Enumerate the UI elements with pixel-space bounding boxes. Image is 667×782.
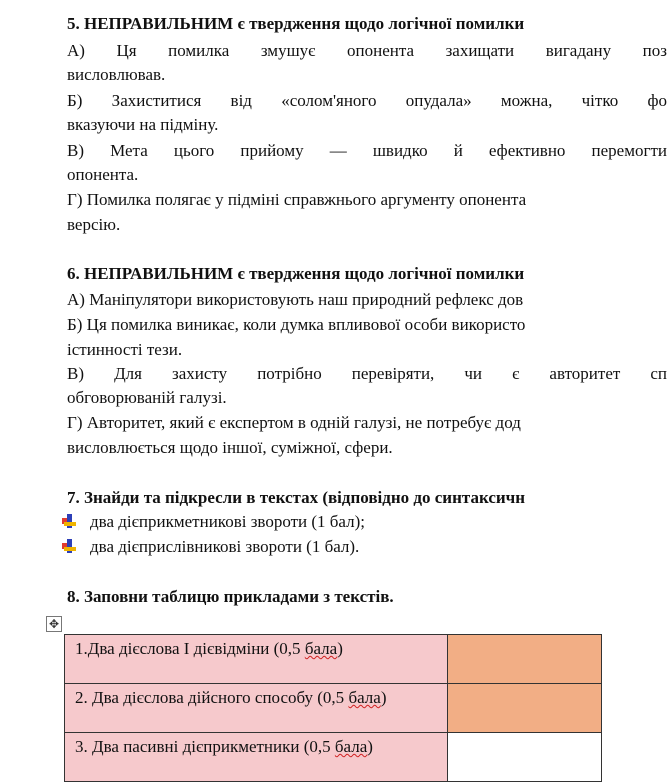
table-cell-answer[interactable]	[447, 733, 601, 782]
table-cell-answer[interactable]	[447, 635, 601, 684]
table-cell-task[interactable]	[65, 635, 448, 684]
task-text: 3. Два пасивні дієприкметники (0,5	[75, 737, 335, 756]
q5-option-b-line-1: Б) Захиститися від «солом'яного опудала» можна, чітко фо	[67, 91, 667, 110]
table-move-handle-icon[interactable]: ✥	[46, 616, 62, 632]
question-6-title: 6. НЕПРАВИЛЬНИМ є твердження щодо логічної помилки	[67, 264, 525, 283]
q6-option-c-line-2: обговорюваній галузі.	[67, 388, 227, 407]
q7-bullet-item	[62, 512, 365, 532]
spelling-marked-word: бала	[304, 639, 338, 658]
q5-option-d-line-1: Г) Помилка полягає у підміні справжнього аргументу опонента	[67, 190, 527, 209]
colored-bullet-icon	[62, 514, 78, 528]
q7-bullet-text: два дієприкметникові звороти (1 бал);	[90, 512, 365, 531]
table-cell-answer[interactable]	[447, 684, 601, 733]
task-text-end: )	[380, 688, 387, 707]
task-text-end: )	[337, 639, 343, 658]
q6-option-a-line-1: А) Маніпулятори використовують наш природний рефлекс дов	[67, 290, 524, 309]
spelling-marked-word: бала	[334, 737, 368, 756]
task-text: 1.Два дієслова І дієвідміни (0,5	[75, 639, 305, 658]
spelling-marked-word: бала	[348, 688, 381, 707]
question-8-title: 8. Заповни таблицю прикладами з текстів.	[67, 587, 394, 606]
q5-option-b-line-2: вказуючи на підміну.	[67, 115, 219, 134]
table-cell-task[interactable]	[65, 733, 448, 782]
q5-option-c-line-1: В) Мета цього прийому — швидко й ефективно перемогти	[67, 141, 667, 160]
q7-bullet-text: два дієприслівникові звороти (1 бал).	[90, 537, 360, 556]
q6-option-d-line-1: Г) Авторитет, який є експертом в одній галузі, не потребує дод	[67, 413, 521, 432]
q7-bullet-item	[62, 537, 359, 557]
q5-option-d-line-2: версію.	[67, 215, 121, 234]
table-row	[65, 635, 602, 684]
task-text: 2. Два дієслова дійсного способу (0,5	[75, 688, 349, 707]
table-row	[65, 733, 602, 782]
question-5-title: 5. НЕПРАВИЛЬНИМ є твердження щодо логічної помилки	[67, 14, 525, 33]
table-row	[65, 684, 602, 733]
colored-bullet-icon	[62, 539, 78, 553]
task-text-end: )	[367, 737, 373, 756]
q5-option-c-line-2: опонента.	[67, 165, 139, 184]
q6-option-c-line-1: В) Для захисту потрібно перевіряти, чи є авторитет сп	[67, 364, 667, 383]
answer-table	[64, 634, 602, 782]
q6-option-d-line-2: висловлюється щодо іншої, суміжної, сфери.	[67, 438, 393, 457]
table-cell-task[interactable]	[65, 684, 448, 733]
question-7-title: 7. Знайди та підкресли в текстах (відповідно до синтаксичн	[67, 488, 526, 507]
q5-option-a-line-2: висловлював.	[67, 65, 166, 84]
q6-option-b-line-1: Б) Ця помилка виникає, коли думка впливової особи використо	[67, 315, 526, 334]
q6-option-b-line-2: істинності тези.	[67, 340, 183, 359]
q5-option-a-line-1: А) Ця помилка змушує опонента захищати вигадану поз	[67, 41, 667, 60]
